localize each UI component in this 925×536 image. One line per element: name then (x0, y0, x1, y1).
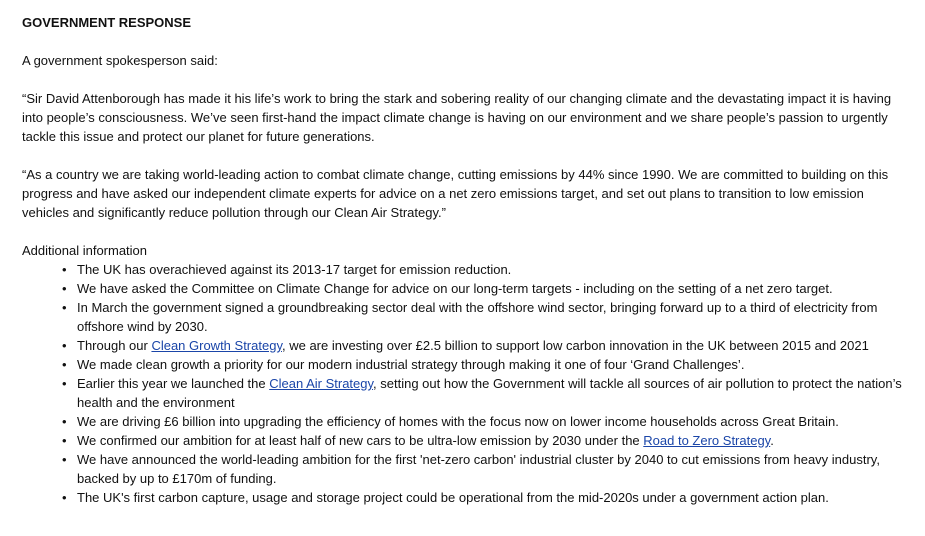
list-item (62, 450, 909, 488)
bullet-icon: • (62, 376, 67, 391)
list-item-text: We are driving £6 billion into upgrading the efficiency of homes with the focus now on lower income households across Great Britain. (77, 414, 839, 429)
quote-paragraph-2: “As a country we are taking world-leading action to combat climate change, cutting emissions by 44% since 1990. We are committed to building on this progress and have asked our independent climate experts for advice on a net zero emissions target, and set out plans to transition to low emission vehicles and significantly reduce pollution through our Clean Air Strategy.” (22, 167, 889, 220)
list-item-text: In March the government signed a groundbreaking sector deal with the offshore wind sector, bringing forward up to a third of electricity from offshore wind by 2030. (77, 300, 878, 334)
additional-information-list (22, 260, 909, 507)
list-item-text: We confirmed our ambition for at least half of new cars to be ultra-low emission by 2030 under the (77, 433, 644, 448)
list-item-text: We have announced the world-leading ambition for the first 'net-zero carbon' industrial cluster by 2040 to cut emissions from heavy industry, backed by up to £170m of funding. (77, 452, 880, 486)
bullet-icon: • (62, 357, 67, 372)
additional-information-label: Additional information (22, 243, 148, 258)
intro-line: A government spokesperson said: (22, 53, 218, 68)
list-item-text: We made clean growth a priority for our modern industrial strategy through making it one of four ‘Grand Challenges’. (77, 357, 745, 372)
list-item (62, 260, 909, 279)
bullet-icon: • (62, 262, 67, 277)
list-item-text: , we are investing over £2.5 billion to support low carbon innovation in the UK between 2015 and 2021 (281, 338, 869, 353)
list-item-text: Earlier this year we launched the (77, 376, 270, 391)
bullet-icon: • (62, 300, 67, 315)
list-item-text: Through our (77, 338, 152, 353)
section-heading: GOVERNMENT RESPONSE (22, 15, 192, 30)
quote-paragraph-1: “Sir David Attenborough has made it his life’s work to bring the stark and sobering reality of our changing climate and the devastating impact it is having into people’s consciousness. We’ve seen first-hand the impact climate change is having on our environment and we share people’s passion to urgently tackle this issue and protect our planet for future generations. (22, 91, 892, 144)
list-item-text: . (770, 433, 774, 448)
list-item-text: , setting out how the Government will tackle all sources of air pollution to protect the nation’s health and the environment (77, 376, 902, 410)
bullet-icon: • (62, 452, 67, 467)
list-item (62, 279, 909, 298)
list-item-text: The UK has overachieved against its 2013-17 target for emission reduction. (77, 262, 512, 277)
list-item (62, 298, 909, 336)
list-item (62, 488, 909, 507)
bullet-icon: • (62, 281, 67, 296)
bullet-icon: • (62, 490, 67, 505)
list-item-text: The UK's first carbon capture, usage and storage project could be operational from the mid-2020s under a government action plan. (77, 490, 829, 505)
list-item (62, 412, 909, 431)
clean-growth-strategy-link[interactable]: Clean Growth Strategy (151, 338, 282, 353)
list-item (62, 336, 909, 355)
bullet-icon: • (62, 433, 67, 448)
list-item-text: We have asked the Committee on Climate Change for advice on our long-term targets - including on the setting of a net zero target. (77, 281, 833, 296)
list-item (62, 374, 909, 412)
clean-air-strategy-link[interactable]: Clean Air Strategy (269, 376, 374, 391)
list-item (62, 431, 909, 450)
list-item (62, 355, 909, 374)
bullet-icon: • (62, 414, 67, 429)
road-to-zero-strategy-link[interactable]: Road to Zero Strategy (643, 433, 771, 448)
bullet-icon: • (62, 338, 67, 353)
